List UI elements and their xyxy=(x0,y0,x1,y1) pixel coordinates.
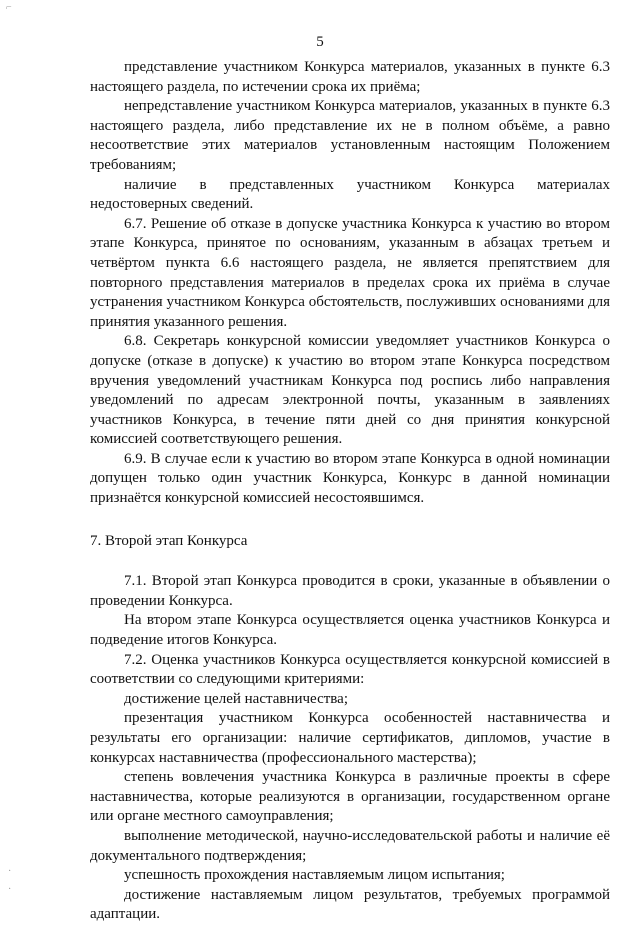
criteria-item: презентация участником Конкурса особенностей наставничества и результаты его организации: наличие сертификатов, дипломов, участие в конкурсах наставничества (профессионального мастерства); xyxy=(90,710,610,766)
section-heading: 7. Второй этап Конкурса xyxy=(90,532,248,549)
paragraph: 7.1. Второй этап Конкурса проводится в сроки, указанные в объявлении о проведении Конкурса. xyxy=(90,573,610,609)
document-body xyxy=(90,58,610,925)
paragraph: 6.9. В случае если к участию во втором этапе Конкурса в одной номинации допущен только один участник Конкурса, Конкурс в данной номинации признаётся конкурсной комиссией несостоявшимся. xyxy=(90,450,610,507)
page-number: 5 xyxy=(316,34,324,50)
paragraph: непредставление участником Конкурса материалов, указанных в пункте 6.3 настоящего раздела, либо представление их не в полном объёме, а равно несоответствие этих материалов установленным настоящим Положением требованиям; xyxy=(90,98,610,173)
criteria-item: выполнение методической, научно-исследовательской работы и наличие её документального подтверждения; xyxy=(90,827,610,864)
paragraph: наличие в представленных участником Конкурса материалах недостоверных сведений. xyxy=(90,176,610,213)
paragraph: представление участником Конкурса материалов, указанных в пункте 6.3 настоящего раздела, по истечении срока их приёма; xyxy=(90,59,610,95)
paragraph: 6.7. Решение об отказе в допуске участника Конкурса к участию во втором этапе Конкурса, принятое по основаниям, указанным в абзацах третьем и четвёртом пункта 6.6 настоящего раздела, не является препятствием для повторного представления материалов в пределах срока их приёма в случае устранения участником Конкурса обстоятельств, послуживших основаниями для принятия указанного решения. xyxy=(90,215,610,330)
criteria-item: достижение наставляемым лицом результатов, требуемых программой адаптации. xyxy=(90,886,610,923)
scan-artifact-mark: · xyxy=(8,884,12,895)
scan-artifact-mark: · xyxy=(8,866,12,877)
paragraph: На втором этапе Конкурса осуществляется оценка участников Конкурса и подведение итогов Конкурса. xyxy=(90,612,610,649)
criteria-item: успешность прохождения наставляемым лицом испытания; xyxy=(124,867,505,884)
criteria-item: достижение целей наставничества; xyxy=(124,690,349,707)
criteria-item: степень вовлечения участника Конкурса в различные проекты в сфере наставничества, которые реализуются в организации, государственном органе или органе местного самоуправления; xyxy=(90,769,610,825)
paragraph: 6.8. Секретарь конкурсной комиссии уведомляет участников Конкурса о допуске (отказе в допуске) к участию во втором этапе Конкурса посредством вручения уведомлений участникам Конкурса под роспись либо направления уведомлений по адресам электронной почты, указанным в заявлениях участников Конкурса, в течение пяти дней со дня принятия конкурсной комиссией соответствующего решения. xyxy=(90,333,610,448)
scan-artifact-mark: ⌐ xyxy=(6,2,12,13)
paragraph: 7.2. Оценка участников Конкурса осуществляется конкурсной комиссией в соответствии со следующими критериями: xyxy=(90,651,610,688)
